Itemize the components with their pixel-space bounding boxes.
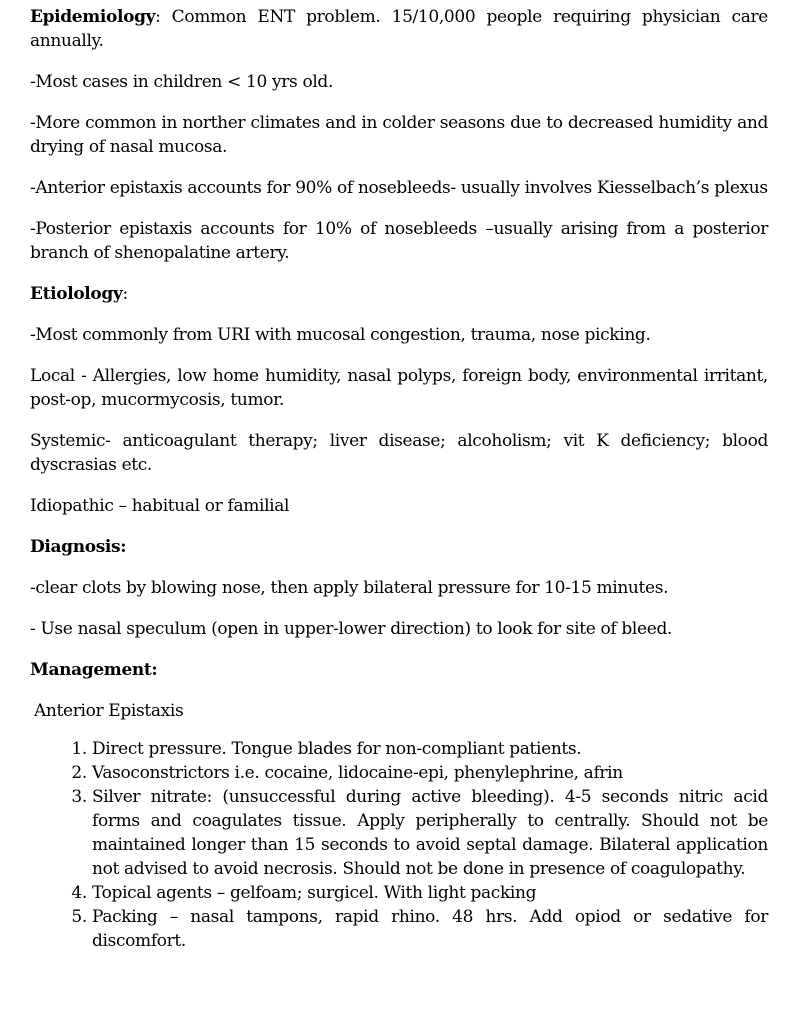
etiology-point-common: -Most commonly from URI with mucosal congestion, trauma, nose picking. [30,325,651,345]
etiology-heading-label: Etiolology [30,284,123,304]
diagnosis-heading: Diagnosis: [30,537,127,557]
list-item: 1. Direct pressure. Tongue blades for non-compliant patients. [92,737,768,761]
epi-point-anterior: -Anterior epistaxis accounts for 90% of nosebleeds- usually involves Kiesselbach’s plexus [30,178,768,198]
epidemiology-text: : Common ENT problem. 15/10,000 people requiring physician care annually. [30,7,768,51]
management-heading: Management: [30,660,158,680]
epi-point-posterior: -Posterior epistaxis accounts for 10% of nosebleeds –usually arising from a posterior branch of shenopalatine artery. [30,219,768,263]
epi-point-climate: -More common in norther climates and in colder seasons due to decreased humidity and drying of nasal mucosa. [30,113,768,157]
anterior-epistaxis-subheading: Anterior Epistaxis [34,701,184,721]
list-item: 4. Topical agents – gelfoam; surgicel. With light packing [92,881,768,905]
etiology-heading-colon: : [122,284,128,304]
epidemiology-paragraph [30,5,768,53]
diagnosis-point-clots: -clear clots by blowing nose, then apply bilateral pressure for 10-15 minutes. [30,578,669,598]
list-item: 3. Silver nitrate: (unsuccessful during active bleeding). 4-5 seconds nitric acid forms and coagulates tissue. Apply peripherally to centrally. Should not be maintained longer than 15 seconds to avoid septal damage. Bilateral application not advised to avoid necrosis. Should not be done in presence of coagulopathy. [92,785,768,881]
etiology-point-systemic: Systemic- anticoagulant therapy; liver disease; alcoholism; vit K deficiency; blood dyscrasias etc. [30,431,768,475]
epi-point-children: -Most cases in children < 10 yrs old. [30,72,334,92]
epidemiology-heading: Epidemiology [30,7,156,27]
etiology-heading [30,282,768,306]
list-item: 2. Vasoconstrictors i.e. cocaine, lidocaine-epi, phenylephrine, afrin [92,761,768,785]
diagnosis-point-speculum: - Use nasal speculum (open in upper-lower direction) to look for site of bleed. [30,619,673,639]
management-steps-list [30,737,768,953]
etiology-point-local: Local - Allergies, low home humidity, nasal polyps, foreign body, environmental irritant, post-op, mucormycosis, tumor. [30,366,768,410]
list-item: 5. Packing – nasal tampons, rapid rhino. 48 hrs. Add opiod or sedative for discomfort. [92,905,768,953]
etiology-point-idiopathic: Idiopathic – habitual or familial [30,496,290,516]
